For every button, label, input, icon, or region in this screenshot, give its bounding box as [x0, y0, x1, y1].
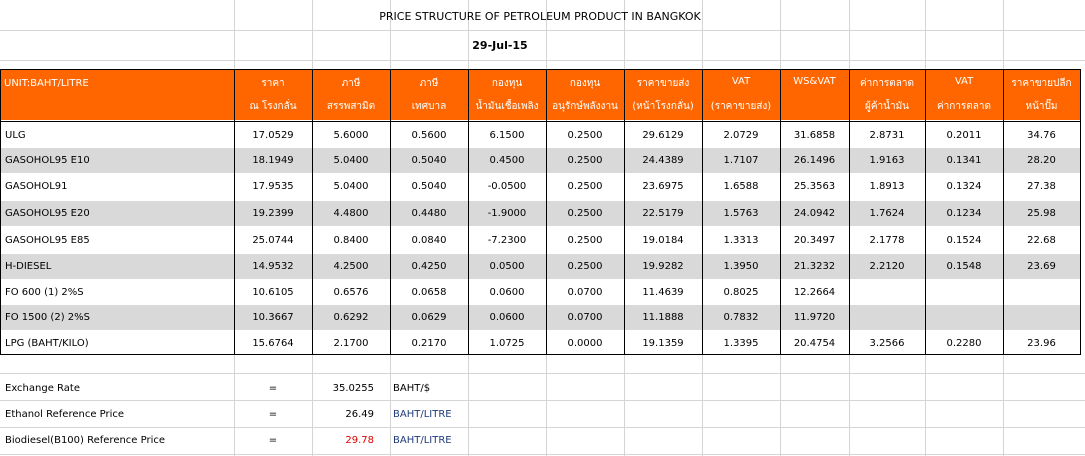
table-cell: 0.2500 [567, 155, 603, 166]
table-cell: 34.76 [1027, 130, 1056, 141]
header-line1: ราคาขายปลีก [1011, 78, 1072, 89]
table-cell: 0.0000 [567, 338, 603, 349]
table-cell: 20.4754 [793, 338, 836, 349]
table-cell: 19.9282 [642, 261, 684, 272]
footer-unit: BAHT/$ [393, 383, 431, 394]
table-cell: 0.5040 [411, 155, 447, 166]
table-cell: 22.5179 [642, 208, 684, 219]
header-line2 [780, 99, 849, 115]
footer-unit: BAHT/LITRE [393, 409, 452, 420]
table-cell: 1.7107 [723, 155, 759, 166]
table-cell: 0.0840 [411, 235, 447, 246]
table-cell: 0.5600 [411, 130, 447, 141]
product-name: GASOHOL95 E10 [5, 155, 90, 166]
table-cell: 24.4389 [642, 155, 684, 166]
table-cell [849, 280, 925, 305]
product-name: GASOHOL95 E85 [5, 235, 90, 246]
table-cell: 28.20 [1027, 155, 1056, 166]
table-cell: 25.0744 [252, 235, 294, 246]
table-cell: 10.6105 [252, 287, 294, 298]
table-cell: 0.0600 [489, 287, 525, 298]
table-cell: 2.2120 [869, 261, 905, 272]
table-cell: 0.4500 [489, 155, 525, 166]
table-border [0, 70, 1, 355]
table-cell: 0.0600 [489, 312, 525, 323]
table-cell: 1.6588 [723, 181, 759, 192]
table-cell: -7.2300 [487, 235, 527, 246]
header-line1: ราคา [261, 78, 285, 89]
table-cell: 5.6000 [333, 130, 369, 141]
header-line1: ราคาขายส่ง [636, 78, 690, 89]
table-cell [1003, 280, 1080, 305]
table-cell: 14.9532 [252, 261, 294, 272]
table-cell: 1.9163 [869, 155, 905, 166]
table-border [702, 70, 703, 355]
header-line1: กองทุน [569, 78, 601, 89]
table-cell: 0.4250 [411, 261, 447, 272]
table-cell: 1.3395 [723, 338, 759, 349]
table-cell: 0.2500 [567, 181, 603, 192]
table-cell: 18.1949 [252, 155, 294, 166]
header-line2: สรรพสามิต [326, 101, 376, 112]
grid-line [0, 454, 1085, 455]
table-cell: 0.1524 [946, 235, 982, 246]
table-cell: 0.1548 [946, 261, 982, 272]
table-cell: 0.0500 [489, 261, 525, 272]
table-cell: 4.2500 [333, 261, 369, 272]
table-cell: 12.2664 [793, 287, 836, 298]
table-border [925, 70, 926, 355]
table-cell [925, 280, 1003, 305]
table-cell: 0.0700 [567, 312, 603, 323]
product-name: FO 600 (1) 2%S [5, 287, 84, 298]
table-border [546, 70, 547, 355]
header-line2: อนุรักษ์พลังงาน [552, 101, 618, 112]
table-border [468, 70, 469, 355]
table-cell: 19.0184 [642, 235, 684, 246]
table-cell: 31.6858 [793, 130, 836, 141]
table-border [780, 70, 781, 355]
table-cell: 0.2280 [946, 338, 982, 349]
header-line2: หน้าปั๊ม [1025, 101, 1058, 112]
product-name: GASOHOL95 E20 [5, 208, 90, 219]
table-cell: 0.1341 [946, 155, 982, 166]
table-border [0, 69, 1081, 70]
table-cell: 15.6764 [252, 338, 294, 349]
table-border [1080, 70, 1081, 355]
table-cell: -1.9000 [487, 208, 527, 219]
table-cell: 0.0658 [411, 287, 447, 298]
table-cell: 0.2500 [567, 130, 603, 141]
table-cell: -0.0500 [487, 181, 527, 192]
header-unit: UNIT:BAHT/LITRE [4, 78, 89, 89]
report-date: 29-Jul-15 [472, 39, 528, 52]
table-cell: 0.1324 [946, 181, 982, 192]
table-cell [849, 305, 925, 330]
table-cell: 0.2500 [567, 235, 603, 246]
footer-value: 26.49 [345, 409, 374, 420]
table-cell: 0.8400 [333, 235, 369, 246]
table-border [390, 70, 391, 355]
header-line2: ผู้ค้าน้ำมัน [864, 101, 910, 112]
table-cell: 29.6129 [642, 130, 684, 141]
table-cell: 1.7624 [869, 208, 905, 219]
table-cell: 25.3563 [793, 181, 836, 192]
table-border [624, 70, 625, 355]
header-line1: กองทุน [491, 78, 523, 89]
table-cell: 1.3950 [723, 261, 759, 272]
header-line2: (หน้าโรงกลั่น) [632, 101, 694, 112]
footer-equals: = [268, 435, 278, 446]
table-cell: 0.2500 [567, 208, 603, 219]
table-cell: 0.5040 [411, 181, 447, 192]
table-cell: 2.1778 [869, 235, 905, 246]
footer-label: Exchange Rate [5, 383, 80, 394]
table-cell: 25.98 [1027, 208, 1056, 219]
table-cell: 2.8731 [869, 130, 905, 141]
header-line2: น้ำมันเชื้อเพลิง [475, 101, 539, 112]
product-name: GASOHOL91 [5, 181, 68, 192]
table-border [849, 70, 850, 355]
table-cell: 1.0725 [489, 338, 525, 349]
table-cell [1003, 305, 1080, 330]
product-name: FO 1500 (2) 2%S [5, 312, 90, 323]
header-line2: (ราคาขายส่ง) [710, 101, 772, 112]
table-cell: 6.1500 [489, 130, 525, 141]
table-cell: 27.38 [1027, 181, 1056, 192]
table-cell: 20.3497 [793, 235, 836, 246]
table-border [0, 354, 1081, 355]
table-cell: 0.1234 [946, 208, 982, 219]
header-line1: WS&VAT [793, 76, 836, 87]
table-cell: 23.69 [1027, 261, 1056, 272]
table-cell: 11.4639 [642, 287, 684, 298]
grid-line [0, 60, 1085, 61]
table-cell: 0.2170 [411, 338, 447, 349]
footer-value: 29.78 [345, 435, 374, 446]
table-cell: 23.6975 [642, 181, 684, 192]
footer-equals: = [268, 409, 278, 420]
table-border [0, 121, 1081, 122]
table-cell: 19.2399 [252, 208, 294, 219]
table-cell: 1.3313 [723, 235, 759, 246]
footer-label: Biodiesel(B100) Reference Price [5, 435, 166, 446]
header-line1: ค่าการตลาด [859, 78, 915, 89]
table-cell: 23.96 [1027, 338, 1056, 349]
footer-unit: BAHT/LITRE [393, 435, 452, 446]
header-line1: VAT [731, 76, 751, 87]
table-border [234, 70, 235, 355]
table-cell: 24.0942 [793, 208, 836, 219]
table-cell: 5.0400 [333, 181, 369, 192]
footer-label: Ethanol Reference Price [5, 409, 125, 420]
table-cell: 26.1496 [793, 155, 836, 166]
grid-line [0, 30, 1085, 31]
header-line1: VAT [954, 76, 974, 87]
table-cell: 10.3667 [252, 312, 294, 323]
table-cell: 19.1359 [642, 338, 684, 349]
table-cell [925, 305, 1003, 330]
footer-value: 35.0255 [332, 383, 374, 394]
table-cell: 5.0400 [333, 155, 369, 166]
table-cell: 22.68 [1027, 235, 1056, 246]
table-cell: 0.2500 [567, 261, 603, 272]
table-cell: 1.5763 [723, 208, 759, 219]
table-border [312, 70, 313, 355]
table-cell: 17.0529 [252, 130, 294, 141]
header-line2: ค่าการตลาด [936, 101, 992, 112]
table-cell: 0.2011 [946, 130, 982, 141]
table-cell: 3.2566 [869, 338, 905, 349]
table-cell: 0.6292 [333, 312, 369, 323]
table-cell: 0.4480 [411, 208, 447, 219]
table-cell: 2.1700 [333, 338, 369, 349]
table-cell: 0.7832 [723, 312, 759, 323]
table-border [1003, 70, 1004, 355]
page-title: PRICE STRUCTURE OF PETROLEUM PRODUCT IN BANGKOK [379, 10, 701, 23]
product-name: LPG (BAHT/KILO) [5, 338, 89, 349]
table-cell: 11.1888 [642, 312, 684, 323]
table-cell: 4.4800 [333, 208, 369, 219]
table-cell: 21.3232 [793, 261, 836, 272]
header-line2: ณ โรงกลั่น [249, 101, 297, 112]
grid-line [0, 373, 1085, 374]
product-name: ULG [5, 130, 26, 141]
table-cell: 1.8913 [869, 181, 905, 192]
table-cell: 0.0629 [411, 312, 447, 323]
header-line1: ภาษี [341, 78, 361, 89]
table-cell: 0.8025 [723, 287, 759, 298]
header-line2: เทศบาล [411, 101, 447, 112]
table-cell: 17.9535 [252, 181, 294, 192]
table-cell: 0.0700 [567, 287, 603, 298]
table-cell: 2.0729 [723, 130, 759, 141]
header-line1: ภาษี [419, 78, 439, 89]
table-cell: 11.9720 [793, 312, 836, 323]
product-name: H-DIESEL [5, 261, 52, 272]
table-cell: 0.6576 [333, 287, 369, 298]
footer-equals: = [268, 383, 278, 394]
